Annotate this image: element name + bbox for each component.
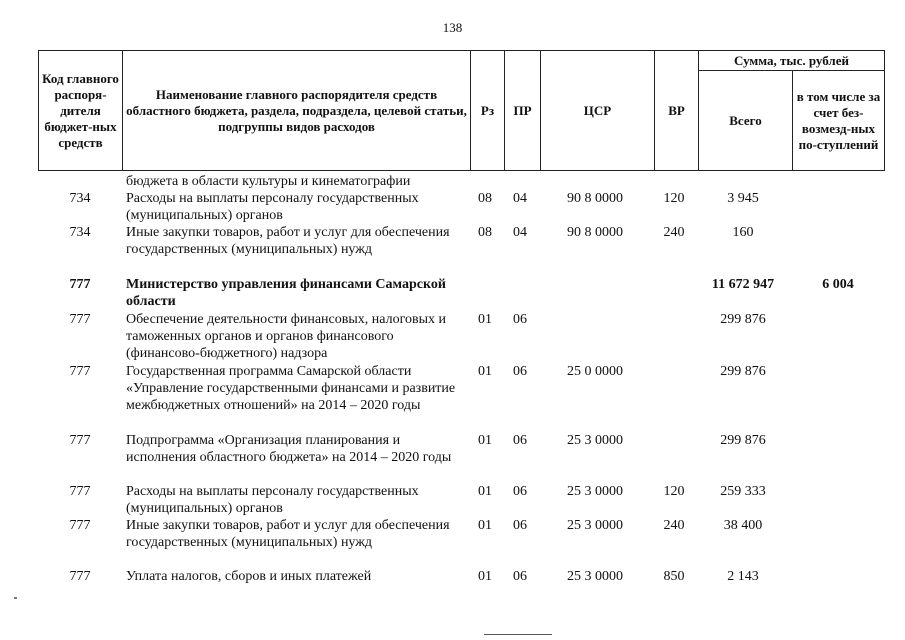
header-csr: ЦСР xyxy=(541,51,655,171)
row-total: 299 876 xyxy=(720,364,766,379)
row-name: Расходы на выплаты персоналу государственных (муниципальных) органов xyxy=(126,191,419,223)
row-rz: 01 xyxy=(478,518,492,533)
header-rz: Рз xyxy=(471,51,505,171)
row-name: Обеспечение деятельности финансовых, налоговых и таможенных органов и органов финансового (финансово-бюджетного) надзора xyxy=(126,312,446,361)
header-name: Наименование главного распорядителя средств областного бюджета, раздела, подраздела, целевой статьи, подгруппы видов расходов xyxy=(123,51,471,171)
header-code: Код главного распоря-дителя бюджет-ных средств xyxy=(39,51,123,171)
table-row xyxy=(0,483,905,517)
row-total: 259 333 xyxy=(720,484,766,499)
row-pr: 04 xyxy=(513,191,527,206)
row-name: Уплата налогов, сборов и иных платежей xyxy=(126,569,372,584)
header-total: Всего xyxy=(699,71,793,171)
scan-speck xyxy=(14,597,17,599)
header-bezvozmezd: в том числе за счет без-возмезд-ных по-ступлений xyxy=(793,71,885,171)
row-code: 777 xyxy=(69,484,91,499)
row-csr: 25 0 0000 xyxy=(567,364,623,379)
row-rz: 08 xyxy=(478,225,492,240)
row-total: 3 945 xyxy=(727,191,759,206)
row-vr: 120 xyxy=(663,191,685,206)
table-row xyxy=(0,517,905,568)
row-csr: 90 8 0000 xyxy=(567,225,623,240)
row-rz: 08 xyxy=(478,191,492,206)
row-code: 734 xyxy=(69,191,91,206)
table-row xyxy=(0,432,905,483)
header-sum: Сумма, тыс. рублей xyxy=(699,51,885,71)
row-pr: 06 xyxy=(513,569,527,584)
row-vr: 240 xyxy=(663,518,685,533)
table-row xyxy=(0,311,905,363)
row-total: 299 876 xyxy=(720,433,766,448)
row-rz: 01 xyxy=(478,312,492,327)
row-pr: 06 xyxy=(513,433,527,448)
row-total: 299 876 xyxy=(720,312,766,327)
row-total: 11 672 947 xyxy=(711,277,775,292)
row-bezvozmezd: 6 004 xyxy=(822,277,854,292)
table-row xyxy=(0,224,905,276)
table-row xyxy=(0,190,905,224)
row-code: 777 xyxy=(69,518,91,533)
row-total: 160 xyxy=(732,225,754,240)
row-code: 734 xyxy=(69,225,91,240)
row-csr: 25 3 0000 xyxy=(567,484,623,499)
row-total: 2 143 xyxy=(727,569,759,584)
footer-rule xyxy=(484,634,552,635)
table-row xyxy=(0,363,905,432)
row-code: 777 xyxy=(69,433,91,448)
row-name: Подпрограмма «Организация планирования и исполнения областного бюджета» на 2014 – 2020 годы xyxy=(126,433,452,465)
header-pr: ПР xyxy=(505,51,541,171)
header-vr: ВР xyxy=(655,51,699,171)
row-name: Государственная программа Самарской области «Управление государственными финансами и развитие межбюджетных отношений» на 2014 – 2020 годы xyxy=(126,364,456,413)
row-code: 777 xyxy=(69,569,91,584)
row-pr: 04 xyxy=(513,225,527,240)
row-vr: 850 xyxy=(663,569,685,584)
row-rz: 01 xyxy=(478,364,492,379)
row-name: Министерство управления финансами Самарской области xyxy=(126,277,446,309)
row-name: Расходы на выплаты персоналу государственных (муниципальных) органов xyxy=(126,484,419,516)
table-row xyxy=(0,276,905,311)
table-row xyxy=(0,568,905,588)
row-pr: 06 xyxy=(513,312,527,327)
row-pr: 06 xyxy=(513,484,527,499)
page-number: 138 xyxy=(442,20,463,35)
row-rz: 01 xyxy=(478,569,492,584)
row-rz: 01 xyxy=(478,484,492,499)
row-vr: 240 xyxy=(663,225,685,240)
row-csr: 25 3 0000 xyxy=(567,518,623,533)
table-row xyxy=(0,173,905,190)
row-csr: 25 3 0000 xyxy=(567,433,623,448)
row-csr: 90 8 0000 xyxy=(567,191,623,206)
row-vr: 120 xyxy=(663,484,685,499)
row-code: 777 xyxy=(69,364,91,379)
row-pr: 06 xyxy=(513,518,527,533)
table-header xyxy=(38,50,885,171)
row-pr: 06 xyxy=(513,364,527,379)
table-body xyxy=(0,173,905,588)
row-code: 777 xyxy=(69,277,91,292)
row-name: Иные закупки товаров, работ и услуг для обеспечения государственных (муниципальных) нужд xyxy=(126,518,450,550)
row-name: Иные закупки товаров, работ и услуг для обеспечения государственных (муниципальных) нужд xyxy=(126,225,450,257)
row-csr: 25 3 0000 xyxy=(567,569,623,584)
row-total: 38 400 xyxy=(723,518,763,533)
row-rz: 01 xyxy=(478,433,492,448)
row-code: 777 xyxy=(69,312,91,327)
row-name: бюджета в области культуры и кинематографии xyxy=(126,174,411,189)
